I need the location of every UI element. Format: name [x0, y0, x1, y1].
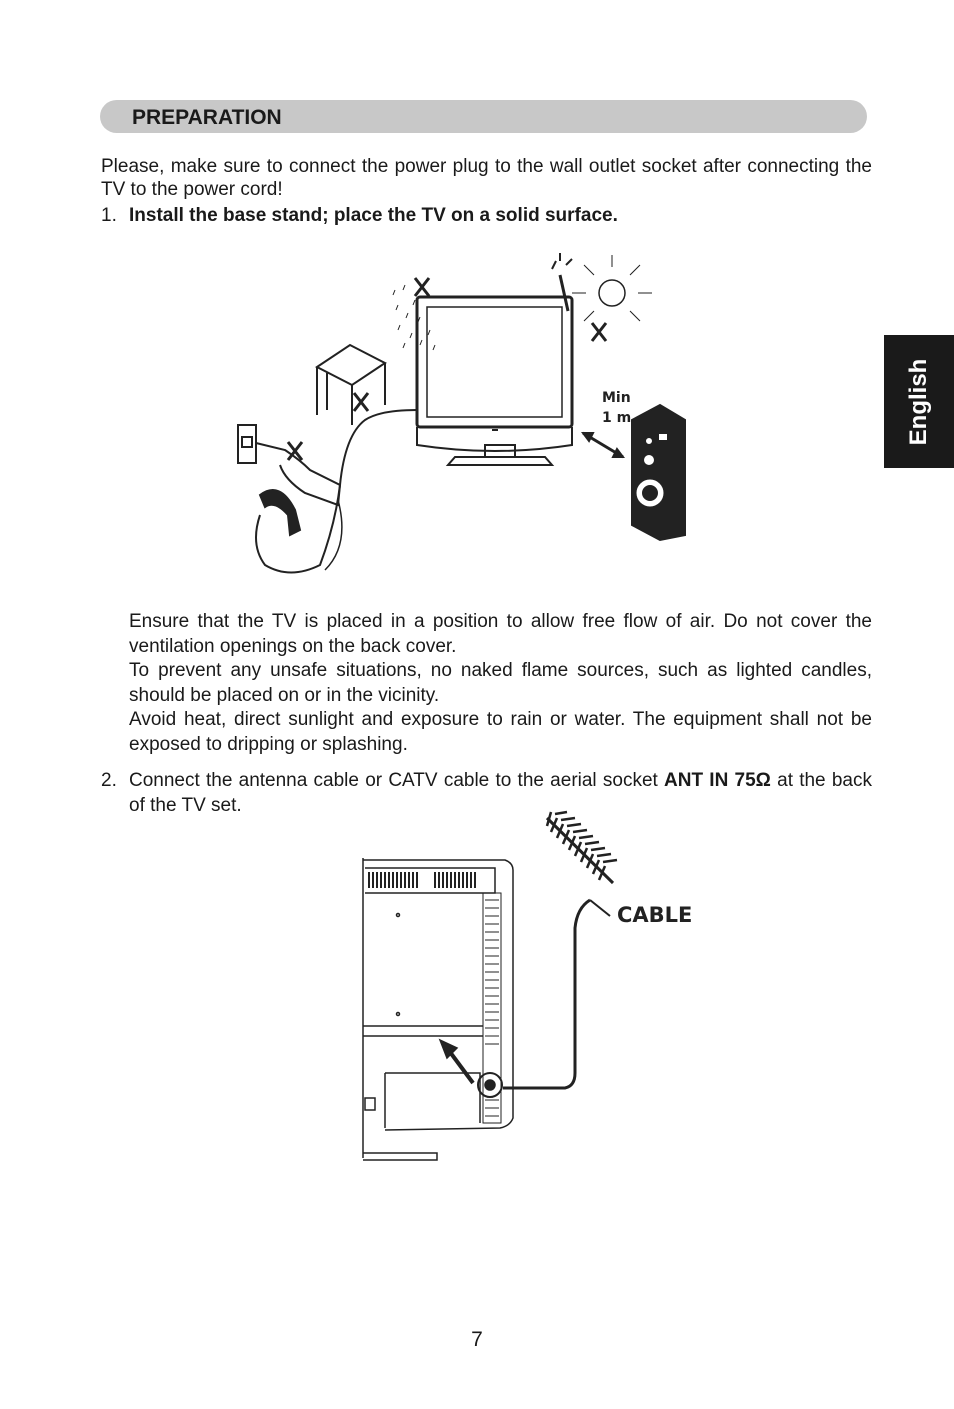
section-header-bar — [100, 100, 867, 133]
antenna-connection-illustration — [355, 808, 695, 1163]
note-ventilation: Ensure that the TV is placed in a position to allow free flow of air. Do not cover the ventilation openings on the back cover. — [129, 611, 872, 657]
step-2-text-before: Connect the antenna cable or CATV cable to the aerial socket — [129, 770, 658, 791]
ant-in-term: ANT IN 75Ω — [664, 770, 771, 791]
page-number: 7 — [471, 1328, 483, 1351]
language-tab — [884, 335, 954, 468]
step-1-text: Install the base stand; place the TV on a solid surface. — [129, 205, 618, 226]
intro-paragraph: Please, make sure to connect the power plug to the wall outlet socket after connecting the TV to the power cord! — [101, 156, 872, 200]
distance-label: 1 m — [602, 410, 632, 426]
cable-label: CABLE — [617, 903, 693, 927]
min-label: Min — [602, 390, 631, 406]
tv-placement-illustration — [230, 245, 700, 585]
language-tab-label: English — [905, 358, 932, 445]
step-1-number: 1. — [101, 205, 117, 226]
step-2-text-after: at the back of the TV set. — [129, 770, 872, 816]
step-2-number: 2. — [101, 770, 117, 791]
section-title: PREPARATION — [132, 106, 282, 129]
note-water: Avoid heat, direct sunlight and exposure to rain or water. The equipment shall not be exposed to dripping or splashing. — [129, 709, 872, 755]
note-flame: To prevent any unsafe situations, no naked flame sources, such as lighted candles, should be placed on or in the vicinity. — [129, 660, 872, 706]
